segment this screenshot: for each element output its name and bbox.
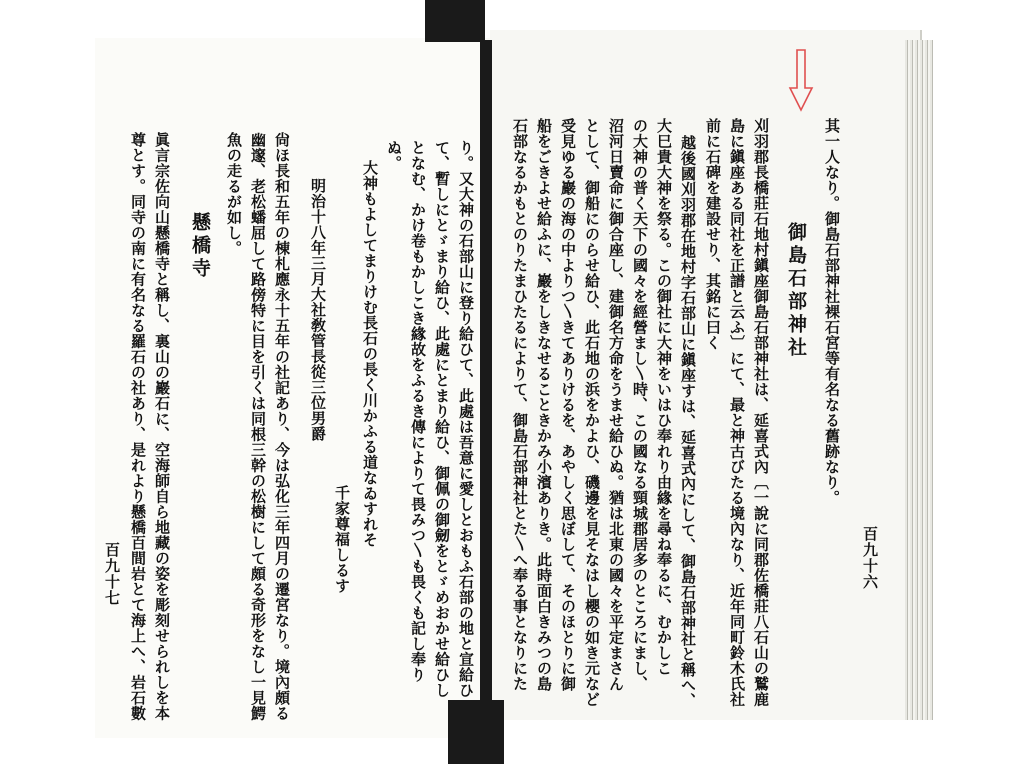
text-column: 尊とす。同寺の南に有名なる羅石の社あり、是れより懸橋百間岩とて海上へ、岩石數 — [129, 132, 147, 721]
inscription-column: 船をごきよせ給ふに、巖をしきなせることきかみ小濱ありき。此時面白きみつの島 — [535, 118, 553, 692]
inscription-column: となむ、かけ卷もかしこき緣故をふるき傳によりて畏みつ〵も畏くも記し奉り — [409, 140, 427, 683]
book-gutter — [480, 40, 492, 730]
text-column: 前に石碑を建設せり、其銘に曰く — [704, 118, 722, 351]
section-heading: 御島石部神社 — [785, 222, 807, 360]
red-down-arrow-icon — [788, 48, 814, 112]
inscription-column: として、御船にのらせ給ひ、此石地の浜をかよひ、磯邊を見そなはし櫻の如き元など — [583, 118, 601, 707]
text-column: 幽邃、老松蟠屈して路傍特に目を引くは同根三幹の松樹にして頗る奇形をなし一見鰐 — [249, 132, 267, 721]
page-edge — [905, 40, 933, 720]
text-column: 其一人なり。御島石部神社裸石宮等有名なる舊跡なり。 — [823, 118, 841, 506]
inscription-column: 越後國刈羽郡在地村字石部山に鎭座すは、延喜式內にして、御島石部神社と稱へ、 — [679, 135, 697, 709]
inscription-column: ぬ。 — [385, 140, 403, 171]
inscription-column: の大神の普く天下の國々を經營まし〵時、この國なる頸城郡居多のところにまし、 — [631, 118, 649, 692]
text-column: 眞言宗佐向山懸橋寺と稱し、裏山の巖石に、空海師自ら地藏の姿を彫刻せられしを本 — [153, 132, 171, 721]
inscription-column: 石部なるかもとのりたまひたるによりて、御島石部神社とた〵へ奉る事となりにた — [511, 118, 529, 692]
inscription-column: 受見ゆる巖の海の中よりつ〵きてありけるを、あやしく思ぼして、そのほとりに御 — [559, 118, 577, 692]
text-column: 尙ほ長和五年の棟札應永十五年の社記あり、今は弘化三年四月の遷宮なり。境內頗る — [273, 132, 291, 721]
signature-column: 千家尊福しるす — [333, 485, 351, 594]
page-number-left: 百九十七 — [103, 542, 121, 606]
inscription-column: 沼河日賣命に御合座し、建御名方命をうませ給ひぬ。猶は北東の國々を平定まさん — [607, 118, 625, 692]
poem-column: 大神もよしてまりけむ長石の長く川かふる道なゐすれそ — [361, 160, 379, 548]
binding-clip-bottom — [448, 700, 504, 764]
text-column: 島に鎭座ある同社を正譜と云ふ〕にて、最と神古びたる境內なり、近年同町鈴木氏社 — [728, 118, 746, 707]
date-column: 明治十八年三月大社敎管長從三位男爵 — [309, 178, 327, 442]
binding-clip-top — [425, 0, 485, 42]
inscription-column: 大巳貴大神を祭る。この御社に大神をいはひ奉れり由緣を尋ね奉るに、むかしこ — [655, 118, 673, 676]
text-column: 刈羽郡長橋莊石地村鎭座御島石部神社は、延喜式內〔一說に同郡佐橋莊八石山の鷲鹿 — [752, 118, 770, 707]
inscription-column: り。又大神の石部山に登り給ひて、此處は吾意に愛しとおもふ石部の地と宣給ひ — [457, 140, 475, 698]
inscription-column: て、暫しにとゞまり給ひ、此處にとまり給ひ、御佩の御劒をとゞめおかせ給ひし — [433, 140, 451, 698]
text-column: 魚の走るが如し。 — [225, 132, 243, 256]
page-number-right: 百九十六 — [861, 526, 879, 590]
section-heading: 懸橋寺 — [189, 212, 211, 281]
